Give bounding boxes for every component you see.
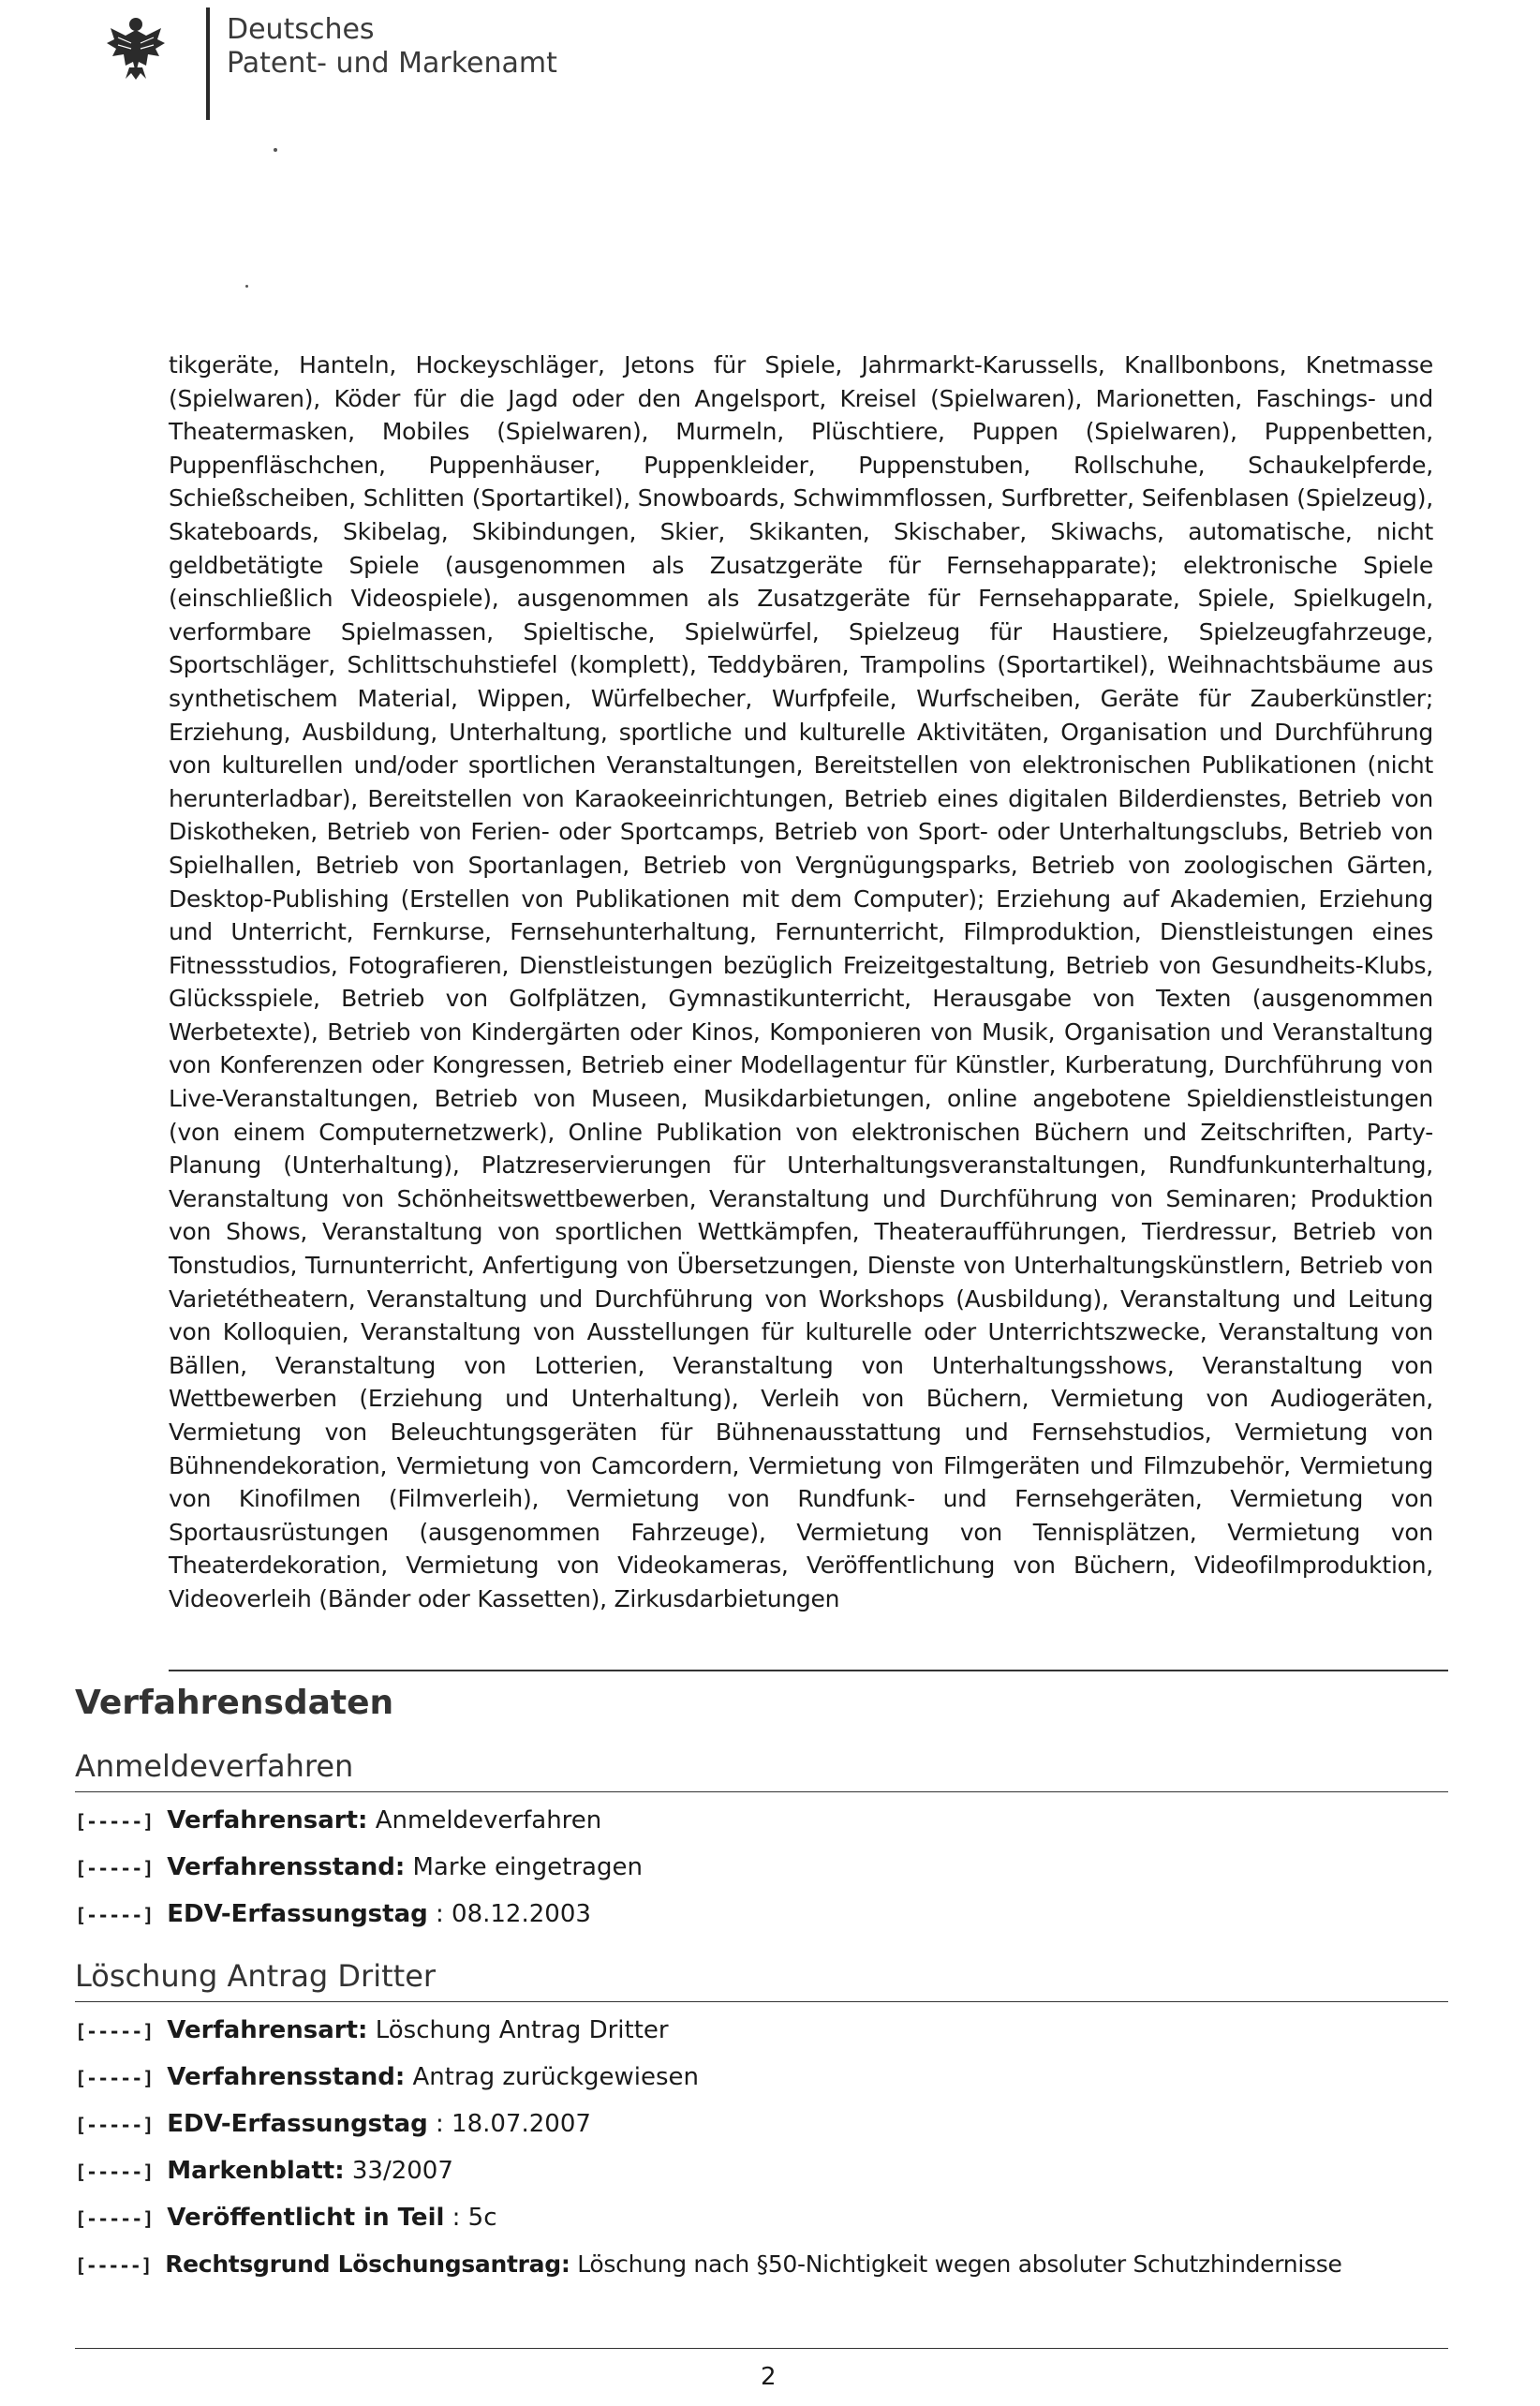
field-label: EDV-Erfassungstag — [167, 2110, 428, 2138]
field-value: Antrag zurückgewiesen — [412, 2063, 699, 2091]
field-markenblatt — [75, 2157, 453, 2185]
field-rechtsgrund-loeschungsantrag — [75, 2250, 1342, 2278]
field-verfahrensart — [75, 1806, 601, 1834]
header-divider — [206, 7, 210, 120]
field-label: Markenblatt: — [167, 2157, 345, 2185]
org-line-2: Patent- und Markenamt — [227, 47, 557, 80]
field-label: EDV-Erfassungstag — [167, 1900, 428, 1928]
field-label: Veröffentlicht in Teil — [167, 2204, 445, 2232]
field-value: : 08.12.2003 — [436, 1900, 591, 1928]
field-value: Marke eingetragen — [412, 1853, 643, 1881]
field-value: : 18.07.2007 — [436, 2110, 591, 2138]
scan-speck — [274, 148, 277, 152]
section-title-cancellation: Löschung Antrag Dritter — [75, 1958, 437, 1994]
field-label: Verfahrensstand: — [167, 2063, 406, 2091]
field-marker: [-----] — [75, 2207, 155, 2230]
field-marker: [-----] — [75, 2254, 153, 2277]
field-label: Rechtsgrund Löschungsantrag: — [165, 2250, 570, 2278]
field-marker: [-----] — [75, 2020, 155, 2042]
page-number: 2 — [761, 2363, 777, 2391]
field-marker: [-----] — [75, 1810, 155, 1833]
field-value: Löschung Antrag Dritter — [375, 2016, 669, 2044]
goods-services-text: tikgeräte, Hanteln, Hockeyschläger, Jetons für Spiele, Jahrmarkt-Karussells, Knallbonbons, Knetmasse (Spielwaren), Köder für die Jagd oder den Angelsport, Kreisel (Spielwaren), Marionetten, Faschings- und Theatermasken, Mobiles (Spielwaren), Murmeln, Plüschtiere, Puppen (Spielwaren), Puppenbetten, Puppenfläschchen, Puppenhäuser, Puppenkleider, Puppenstuben, Rollschuhe, Schaukelpferde, Schießscheiben, Schlitten (Sportartikel), Snowboards, Schwimmflossen, Surfbretter, Seifenblasen (Spielzeug), Skateboards, Skibelag, Skibindungen, Skier, Skikanten, Skischaber, Skiwachs, automatische, nicht geldbetätigte Spiele (ausgenommen als Zusatzgeräte für Fernsehapparate); elektronische Spiele (einschließlich Videospiele), ausgenommen als Zusatzgeräte für Fernsehapparate, Spiele, Spielkugeln, verformbare Spielmassen, Spieltische, Spielwürfel, Spielzeug für Haustiere, Spielzeugfahrzeuge, Sportschläger, Schlittschuhstiefel (komplett), Teddybären, Trampolins (Sportartikel), Weihnachtsbäume aus synthetischem Material, Wippen, Würfelbecher, Wurfpfeile, Wurfscheiben, Geräte für Zauberkünstler; Erziehung, Ausbildung, Unterhaltung, sportliche und kulturelle Aktivitäten, Organisation und Durchführung von kulturellen und/oder sportlichen Veranstaltungen, Bereitstellen von elektronischen Publikationen (nicht herunterladbar), Bereitstellen von Karaokeeinrichtungen, Betrieb eines digitalen Bilderdienstes, Betrieb von Diskotheken, Betrieb von Ferien- oder Sportcamps, Betrieb von Sport- oder Unterhaltungsclubs, Betrieb von Spielhallen, Betrieb von Sportanlagen, Betrieb von Vergnügungsparks, Betrieb von zoologischen Gärten, Desktop-Publishing (Erstellen von Publikationen mit dem Computer); Erziehung auf Akademien, Erziehung und Unterricht, Fernkurse, Fernsehunterhaltung, Fernunterricht, Filmproduktion, Dienstleistungen eines Fitnessstudios, Fotografieren, Dienstleistungen bezüglich Freizeitgestaltung, Betrieb von Gesundheits-Klubs, Glücksspiele, Betrieb von Golfplätzen, Gymnastikunterricht, Herausgabe von Texten (ausgenommen Werbetexte), Betrieb von Kindergärten oder Kinos, Komponieren von Musik, Organisation und Veranstaltung von Konferenzen oder Kongressen, Betrieb einer Modellagentur für Künstler, Kurberatung, Durchführung von Live-Veranstaltungen, Betrieb von Museen, Musikdarbietungen, online angebotene Spieldienstleistungen (von einem Computernetzwerk), Online Publikation von elektronischen Büchern und Zeitschriften, Party-Planung (Unterhaltung), Platzreservierungen für Unterhaltungsveranstaltungen, Rundfunkunterhaltung, Veranstaltung von Schönheitswettbewerben, Veranstaltung und Durchführung von Seminaren; Produktion von Shows, Veranstaltung von sportlichen Wettkämpfen, Theateraufführungen, Tierdressur, Betrieb von Tonstudios, Turnunterricht, Anfertigung von Übersetzungen, Dienste von Unterhaltungskünstlern, Betrieb von Varietétheatern, Veranstaltung und Durchführung von Workshops (Ausbildung), Veranstaltung und Leitung von Kolloquien, Veranstaltung von Ausstellungen für kulturelle oder Unterrichtszwecke, Veranstaltung von Bällen, Veranstaltung von Lotterien, Veranstaltung von Unterhaltungsshows, Veranstaltung von Wettbewerben (Erziehung und Unterhaltung), Verleih von Büchern, Vermietung von Audiogeräten, Vermietung von Beleuchtungsgeräten für Bühnenausstattung und Fernsehstudios, Vermietung von Bühnendekoration, Vermietung von Camcordern, Vermietung von Filmgeräten und Filmzubehör, Vermietung von Kinofilmen (Filmverleih), Vermietung von Rundfunk- und Fernsehgeräten, Vermietung von Sportausrüstungen (ausgenommen Fahrzeuge), Vermietung von Tennisplätzen, Vermietung von Theaterdekoration, Vermietung von Videokameras, Veröffentlichung von Büchern, Videofilmproduktion, Videoverleih (Bänder oder Kassetten), Zirkusdarbietungen — [169, 351, 1433, 1612]
field-value: Anmeldeverfahren — [375, 1806, 602, 1834]
field-marker: [-----] — [75, 1857, 155, 1879]
field-verfahrensstand — [75, 2063, 699, 2091]
field-edv-erfassungstag — [75, 2110, 591, 2138]
field-value: 33/2007 — [351, 2157, 453, 2185]
field-marker: [-----] — [75, 2161, 155, 2183]
section-underline — [75, 1791, 1448, 1792]
field-edv-erfassungstag — [75, 1900, 591, 1928]
field-marker: [-----] — [75, 1904, 155, 1926]
field-veroeffentlicht-in-teil — [75, 2204, 497, 2232]
field-verfahrensart — [75, 2016, 669, 2044]
field-marker: [-----] — [75, 2114, 155, 2136]
procedure-data-title: Verfahrensdaten — [75, 1684, 394, 1722]
org-line-1: Deutsches — [227, 13, 375, 46]
field-value: : 5c — [452, 2204, 497, 2232]
section-underline — [75, 2001, 1448, 2002]
section-divider — [169, 1670, 1448, 1671]
organization-name — [227, 13, 557, 81]
field-value: Löschung nach §50-Nichtigkeit wegen absoluter Schutzhindernisse — [577, 2250, 1342, 2278]
scan-speck — [245, 285, 248, 288]
federal-eagle-icon — [105, 11, 167, 81]
field-verfahrensstand — [75, 1853, 643, 1881]
section-title-application: Anmeldeverfahren — [75, 1748, 354, 1784]
footer-divider — [75, 2348, 1448, 2349]
field-label: Verfahrensart: — [167, 2016, 368, 2044]
field-label: Verfahrensstand: — [167, 1853, 406, 1881]
field-marker: [-----] — [75, 2067, 155, 2089]
field-label: Verfahrensart: — [167, 1806, 368, 1834]
